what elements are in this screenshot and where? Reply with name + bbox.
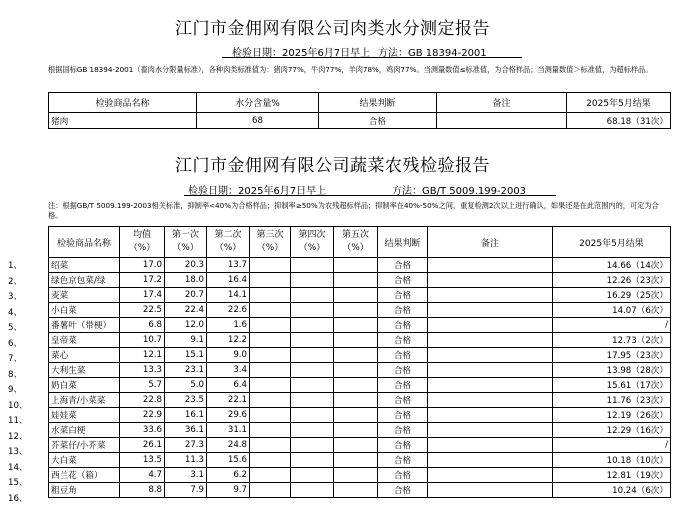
test-4-value: [291, 333, 334, 348]
test-4-value: [291, 258, 334, 273]
test-5-value: [334, 303, 378, 318]
result-cell: 合格: [378, 258, 428, 273]
test-5-value: [334, 348, 378, 363]
prev-result-cell: 14.66（14次）: [553, 258, 671, 273]
product-name: 西兰花（箱）: [49, 468, 120, 483]
test-1-value: 12.0: [165, 318, 207, 333]
test-4-value: [291, 273, 334, 288]
result-cell: 合格: [319, 113, 437, 129]
average-value: 4.7: [120, 468, 165, 483]
meat-subtitle-underline: [222, 57, 522, 58]
result-cell: 合格: [378, 348, 428, 363]
header-prev-result: 2025年5月结果: [553, 227, 671, 258]
test-5-value: [334, 453, 378, 468]
test-2-value: 31.1: [207, 423, 250, 438]
product-name: 麦菜: [49, 288, 120, 303]
table-row: [49, 303, 671, 318]
prev-result-cell: 13.98（28次）: [553, 363, 671, 378]
result-cell: 合格: [378, 438, 428, 453]
test-4-value: [291, 423, 334, 438]
test-1-value: 11.3: [165, 453, 207, 468]
test-3-value: [250, 393, 291, 408]
test-2-value: 15.6: [207, 453, 250, 468]
test-3-value: [250, 423, 291, 438]
prev-result-cell: /: [553, 438, 671, 453]
remark-cell: [428, 348, 553, 363]
average-value: 13.5: [120, 453, 165, 468]
test-1-value: 23.1: [165, 363, 207, 378]
product-name: 娃娃菜: [49, 408, 120, 423]
header-test-1-unit: （%）: [172, 243, 199, 253]
result-cell: 合格: [378, 303, 428, 318]
test-1-value: 5.0: [165, 378, 207, 393]
row-index: 14、: [8, 462, 28, 473]
row-index: 2、: [8, 276, 23, 287]
header-test-4-unit: （%）: [298, 243, 326, 253]
result-cell: 合格: [378, 318, 428, 333]
header-result: 结果判断: [378, 227, 428, 258]
row-index: 12、: [8, 431, 28, 442]
row-index: 4、: [8, 307, 23, 318]
test-3-value: [250, 348, 291, 363]
table-row: [49, 378, 671, 393]
test-2-value: 13.7: [207, 258, 250, 273]
row-index: 16、: [8, 493, 28, 504]
table-row: [49, 318, 671, 333]
table-row: [49, 423, 671, 438]
meat-table-header: [49, 93, 671, 113]
header-remark: 备注: [437, 93, 567, 113]
header-moisture: 水分含量%: [197, 93, 319, 113]
test-4-value: [291, 348, 334, 363]
test-5-value: [334, 423, 378, 438]
average-value: 22.5: [120, 303, 165, 318]
header-remark: 备注: [428, 227, 553, 258]
test-2-value: 3.4: [207, 363, 250, 378]
remark-cell: [428, 423, 553, 438]
product-name: 大利生菜: [49, 363, 120, 378]
test-1-value: 36.1: [165, 423, 207, 438]
test-2-value: 6.2: [207, 468, 250, 483]
test-3-value: [250, 408, 291, 423]
prev-result-cell: /: [553, 318, 671, 333]
test-2-value: 1.6: [207, 318, 250, 333]
product-name: 皇帝菜: [49, 333, 120, 348]
test-5-value: [334, 273, 378, 288]
prev-result-cell: 17.95（23次）: [553, 348, 671, 363]
test-5-value: [334, 438, 378, 453]
test-1-value: 23.5: [165, 393, 207, 408]
remark-cell: [428, 483, 553, 498]
average-value: 17.4: [120, 288, 165, 303]
test-5-value: [334, 363, 378, 378]
remark-cell: [428, 453, 553, 468]
row-index: 8、: [8, 369, 23, 380]
header-test-2: [207, 227, 250, 258]
header-test-5-unit: （%）: [342, 243, 369, 253]
header-test-5-label: 第五次: [341, 230, 369, 240]
remark-cell: [428, 438, 553, 453]
result-cell: 合格: [378, 393, 428, 408]
test-4-value: [291, 363, 334, 378]
result-cell: 合格: [378, 378, 428, 393]
header-test-4-label: 第四次: [298, 230, 326, 240]
row-index: 10、: [8, 400, 28, 411]
row-index: 15、: [8, 478, 28, 488]
table-row: [49, 363, 671, 378]
remark-cell: [428, 258, 553, 273]
prev-result-cell: 14.07（6次）: [553, 303, 671, 318]
meat-test-method: 方法：GB 18394-2001: [378, 48, 487, 59]
test-1-value: 22.4: [165, 303, 207, 318]
prev-result-cell: 15.61（17次）: [553, 378, 671, 393]
remark-cell: [428, 333, 553, 348]
product-name: 小白菜: [49, 303, 120, 318]
remark-cell: [428, 378, 553, 393]
test-4-value: [291, 318, 334, 333]
test-3-value: [250, 288, 291, 303]
test-4-value: [291, 288, 334, 303]
test-5-value: [334, 408, 378, 423]
prev-result-cell: 68.18（31次）: [567, 113, 671, 129]
row-index: 5、: [8, 323, 23, 333]
prev-result-cell: 12.29（16次）: [553, 423, 671, 438]
table-row: [49, 453, 671, 468]
test-5-value: [334, 378, 378, 393]
veg-report-title: 江门市金佣网有限公司蔬菜农残检验报告: [175, 156, 490, 176]
header-average: [120, 227, 165, 258]
result-cell: 合格: [378, 363, 428, 378]
test-5-value: [334, 258, 378, 273]
table-row: [49, 288, 671, 303]
prev-result-cell: 10.24（6次）: [553, 483, 671, 498]
test-1-value: 7.9: [165, 483, 207, 498]
test-3-value: [250, 453, 291, 468]
test-1-value: 9.1: [165, 333, 207, 348]
veg-standard-note: 注：根据GB/T 5009.199-2003相关标准，抑制率<40%为合格样品；抑制率≥50%为农残超标样品；抑制率在40%-50%之间，重复检测2次以上进行确认，如果还是在此范围内的，可定为合格。: [48, 201, 659, 220]
table-row: [49, 408, 671, 423]
test-3-value: [250, 273, 291, 288]
row-index: 13、: [8, 447, 28, 457]
prev-result-cell: 10.18（10次）: [553, 453, 671, 468]
product-name: 水菜白梗: [49, 423, 120, 438]
veg-table-header: [49, 227, 671, 258]
remark-cell: [428, 288, 553, 303]
test-4-value: [291, 393, 334, 408]
table-row: [49, 273, 671, 288]
test-3-value: [250, 303, 291, 318]
table-row: [49, 393, 671, 408]
test-4-value: [291, 303, 334, 318]
average-value: 13.3: [120, 363, 165, 378]
test-4-value: [291, 453, 334, 468]
header-average-label: 均值: [132, 230, 151, 240]
prev-result-cell: 12.81（19次）: [553, 468, 671, 483]
row-index: 3、: [8, 292, 23, 302]
prev-result-cell: 12.26（23次）: [553, 273, 671, 288]
test-2-value: 22.6: [207, 303, 250, 318]
test-1-value: 20.3: [165, 258, 207, 273]
test-4-value: [291, 438, 334, 453]
test-2-value: 12.2: [207, 333, 250, 348]
result-cell: 合格: [378, 453, 428, 468]
test-3-value: [250, 258, 291, 273]
remark-cell: [428, 303, 553, 318]
average-value: 10.7: [120, 333, 165, 348]
test-5-value: [334, 483, 378, 498]
row-index: 7、: [8, 354, 23, 364]
table-row: [49, 113, 671, 129]
moisture-value: 68: [197, 113, 319, 129]
result-cell: 合格: [378, 288, 428, 303]
remark-cell: [428, 318, 553, 333]
test-2-value: 16.4: [207, 273, 250, 288]
meat-standard-note: 根据国标GB 18394-2001（畜肉水分限量标准），各种肉类标准值为：猪肉77%，牛肉77%，羊肉78%，鸡肉77%。当测量数值≤标准值，为合格样品；当测量数值＞标准值，为超标样品。: [48, 65, 653, 74]
product-name: 绿色京包菜/绿: [49, 273, 120, 288]
test-5-value: [334, 333, 378, 348]
product-name: 番薯叶（带梗）: [49, 318, 120, 333]
average-value: 12.1: [120, 348, 165, 363]
header-test-1: [165, 227, 207, 258]
test-5-value: [334, 468, 378, 483]
header-test-4: [291, 227, 334, 258]
test-4-value: [291, 408, 334, 423]
product-name: 芥菜仔/小芥菜: [49, 438, 120, 453]
product-name: 粗豆角: [49, 483, 120, 498]
table-row: [49, 483, 671, 498]
average-value: 5.7: [120, 378, 165, 393]
prev-result-cell: 12.19（26次）: [553, 408, 671, 423]
test-2-value: 14.1: [207, 288, 250, 303]
test-1-value: 16.1: [165, 408, 207, 423]
table-row: [49, 438, 671, 453]
row-index: 11、: [8, 416, 28, 426]
prev-result-cell: 12.73（2次）: [553, 333, 671, 348]
test-3-value: [250, 333, 291, 348]
remark-cell: [437, 113, 567, 129]
test-2-value: 29.6: [207, 408, 250, 423]
row-index: 6、: [8, 338, 23, 349]
test-1-value: 3.1: [165, 468, 207, 483]
product-name: 大白菜: [49, 453, 120, 468]
test-2-value: 9.0: [207, 348, 250, 363]
header-test-3-unit: （%）: [256, 243, 284, 253]
product-name: 菜心: [49, 348, 120, 363]
veg-subtitle-underline: [184, 195, 556, 196]
header-test-3-label: 第三次: [256, 230, 284, 240]
test-1-value: 18.0: [165, 273, 207, 288]
test-2-value: 24.8: [207, 438, 250, 453]
table-row: [49, 258, 671, 273]
product-name: 上海青/小菜菜: [49, 393, 120, 408]
veg-results-table: [48, 226, 671, 498]
row-index: 9、: [8, 385, 23, 395]
test-1-value: 20.7: [165, 288, 207, 303]
test-3-value: [250, 468, 291, 483]
average-value: 26.1: [120, 438, 165, 453]
average-value: 22.9: [120, 408, 165, 423]
test-3-value: [250, 378, 291, 393]
average-value: 33.6: [120, 423, 165, 438]
result-cell: 合格: [378, 333, 428, 348]
test-4-value: [291, 483, 334, 498]
header-product-name: 检验商品名称: [49, 93, 197, 113]
test-1-value: 27.3: [165, 438, 207, 453]
header-test-1-label: 第一次: [171, 230, 199, 240]
veg-test-date: 检验日期：2025年6月7日早上: [188, 186, 327, 197]
meat-report-title: 江门市金佣网有限公司肉类水分测定报告: [175, 19, 490, 39]
header-test-2-label: 第二次: [214, 230, 242, 240]
test-3-value: [250, 318, 291, 333]
veg-test-method: 方法：GB/T 5009.199-2003: [392, 186, 527, 197]
result-cell: 合格: [378, 468, 428, 483]
test-3-value: [250, 438, 291, 453]
result-cell: 合格: [378, 483, 428, 498]
header-product-name: 检验商品名称: [49, 227, 120, 258]
test-5-value: [334, 318, 378, 333]
row-index: 1、: [8, 261, 23, 271]
test-5-value: [334, 393, 378, 408]
header-test-2-unit: （%）: [214, 243, 242, 253]
product-name: 绍菜: [49, 258, 120, 273]
product-name: 猪肉: [49, 113, 197, 129]
test-2-value: 9.7: [207, 483, 250, 498]
test-3-value: [250, 483, 291, 498]
remark-cell: [428, 408, 553, 423]
average-value: 17.2: [120, 273, 165, 288]
header-result: 结果判断: [319, 93, 437, 113]
result-cell: 合格: [378, 423, 428, 438]
header-test-3: [250, 227, 291, 258]
header-average-unit: （%）: [128, 243, 156, 253]
average-value: 17.0: [120, 258, 165, 273]
test-5-value: [334, 288, 378, 303]
remark-cell: [428, 393, 553, 408]
prev-result-cell: 11.76（23次）: [553, 393, 671, 408]
test-2-value: 22.1: [207, 393, 250, 408]
test-3-value: [250, 363, 291, 378]
result-cell: 合格: [378, 273, 428, 288]
remark-cell: [428, 273, 553, 288]
test-4-value: [291, 468, 334, 483]
test-4-value: [291, 378, 334, 393]
table-row: [49, 348, 671, 363]
average-value: 6.8: [120, 318, 165, 333]
prev-result-cell: 16.29（25次）: [553, 288, 671, 303]
header-prev-result: 2025年5月结果: [567, 93, 671, 113]
header-test-5: [334, 227, 378, 258]
result-cell: 合格: [378, 408, 428, 423]
product-name: 奶白菜: [49, 378, 120, 393]
table-row: [49, 333, 671, 348]
remark-cell: [428, 468, 553, 483]
test-2-value: 6.4: [207, 378, 250, 393]
meat-results-table: [48, 92, 671, 129]
table-row: [49, 468, 671, 483]
average-value: 8.8: [120, 483, 165, 498]
average-value: 22.8: [120, 393, 165, 408]
meat-test-date: 检验日期：2025年6月7日早上: [232, 48, 371, 59]
test-1-value: 15.1: [165, 348, 207, 363]
remark-cell: [428, 363, 553, 378]
